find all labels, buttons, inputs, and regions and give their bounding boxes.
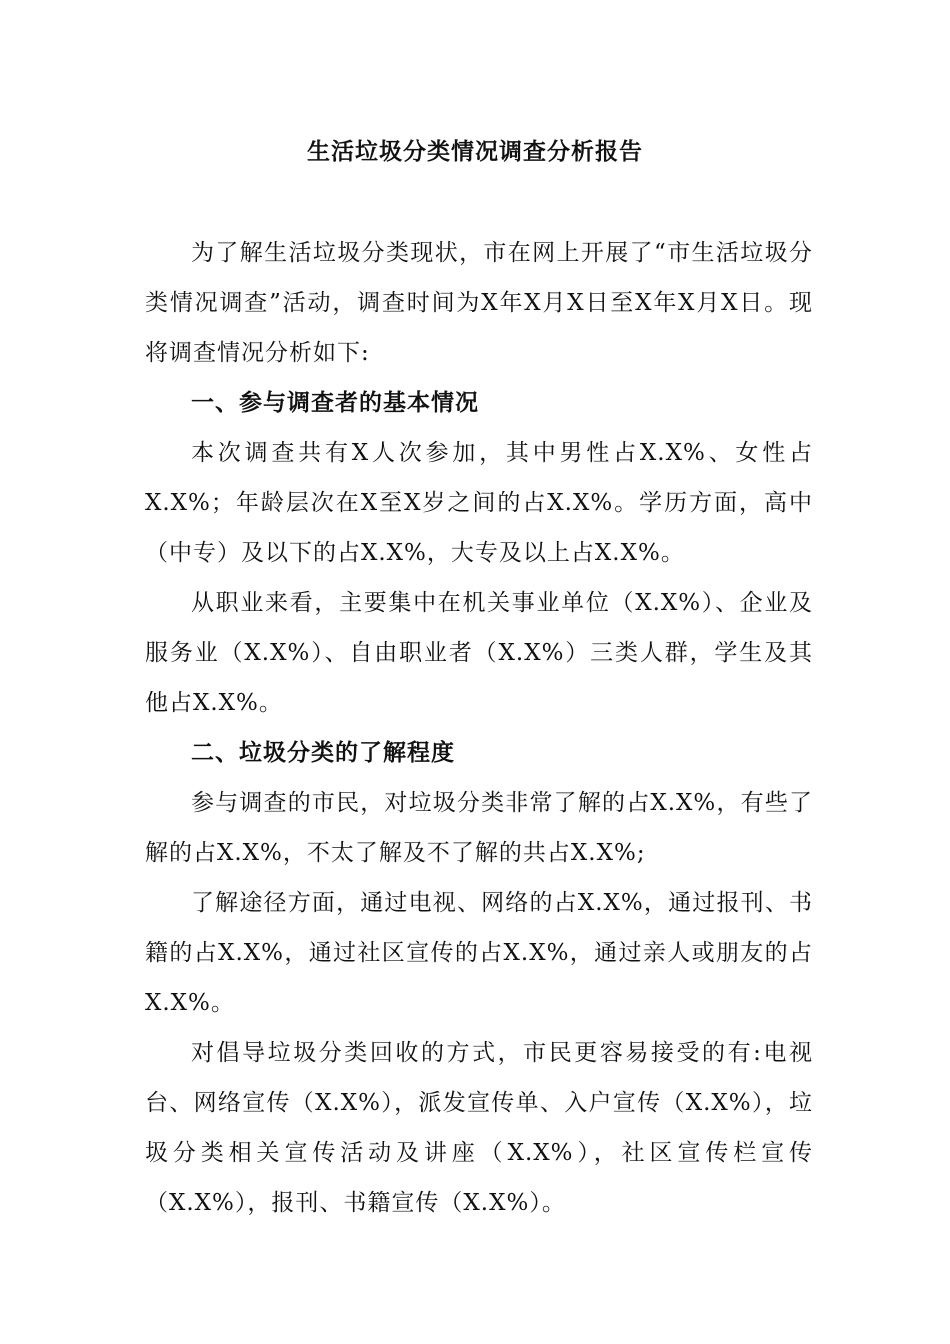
document-title: 生活垃圾分类情况调查分析报告 — [307, 138, 643, 165]
document-body — [145, 228, 813, 1228]
section-heading-participants: 一、参与调查者的基本情况 — [191, 389, 479, 416]
channels-paragraph: 了解途径方面，通过电视、网络的占X.X%，通过报刊、书籍的占X.X%，通过社区宣传的占X.X%，通过亲人或朋友的占X.X%。 — [145, 890, 813, 1016]
awareness-paragraph: 参与调查的市民，对垃圾分类非常了解的占X.X%，有些了解的占X.X%，不太了解及不了解的共占X.X%; — [145, 790, 813, 866]
occupation-paragraph: 从职业来看，主要集中在机关事业单位（X.X%）、企业及服务业（X.X%）、自由职业者（X.X%）三类人群，学生及其他占X.X%。 — [145, 590, 813, 716]
methods-paragraph: 对倡导垃圾分类回收的方式，市民更容易接受的有:电视台、网络宣传（X.X%），派发宣传单、入户宣传（X.X%），垃圾分类相关宣传活动及讲座（X.X%），社区宣传栏宣传（X.X%），报刊、书籍宣传（X.X%）。 — [145, 1040, 813, 1216]
intro-paragraph: 为了解生活垃圾分类现状，市在网上开展了“市生活垃圾分类情况调查”活动，调查时间为X年X月X日至X年X月X日。现将调查情况分析如下: — [145, 240, 813, 366]
section-heading-awareness: 二、垃圾分类的了解程度 — [191, 739, 455, 766]
participants-paragraph: 本次调查共有X人次参加，其中男性占X.X%、女性占X.X%；年龄层次在X至X岁之间的占X.X%。学历方面，高中（中专）及以下的占X.X%，大专及以上占X.X%。 — [145, 440, 813, 566]
